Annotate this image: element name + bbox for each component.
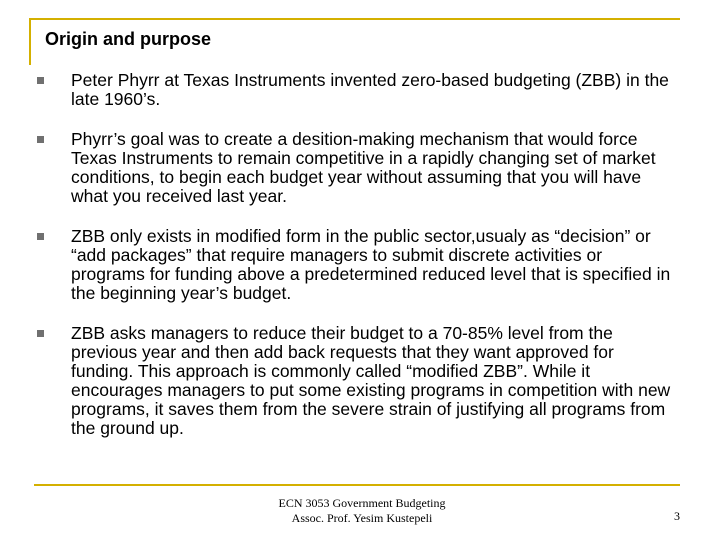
bullet-text: Peter Phyrr at Texas Instruments invented zero-based budgeting (ZBB) in the late 1960’s.: [71, 70, 669, 109]
square-bullet-icon: [37, 77, 44, 84]
bullet-item: [37, 227, 677, 303]
bullet-text: Phyrr’s goal was to create a desition-making mechanism that would force Texas Instruments to remain competitive in a rapidly changing set of market conditions, to begin each budget year without assuming that you will have what you received last year.: [71, 129, 656, 206]
top-rule: [29, 18, 680, 20]
footer: [262, 496, 462, 526]
square-bullet-icon: [37, 233, 44, 240]
bullet-item: [37, 71, 677, 109]
square-bullet-icon: [37, 136, 44, 143]
bottom-rule: [34, 484, 680, 486]
slide-title: Origin and purpose: [45, 29, 212, 49]
bullet-list: [37, 71, 677, 459]
bullet-item: [37, 130, 677, 206]
square-bullet-icon: [37, 330, 44, 337]
footer-author: Assoc. Prof. Yesim Kustepeli: [291, 511, 433, 525]
bullet-text: ZBB asks managers to reduce their budget to a 70-85% level from the previous year and then add back requests that they want approved for funding. This approach is commonly called “modified ZBB”. While it encourages managers to put some existing programs in competition with new programs, it saves them from the severe strain of justifying all programs from the ground up.: [71, 323, 671, 438]
bullet-text: ZBB only exists in modified form in the public sector,usualy as “decision” or “add packages” that require managers to submit discrete activities or programs for funding above a predetermined reduced level that is specified in the beginning year’s budget.: [71, 226, 671, 303]
left-rule: [29, 18, 31, 65]
footer-course: ECN 3053 Government Budgeting: [278, 496, 446, 510]
bullet-item: [37, 324, 677, 438]
page-number: 3: [674, 509, 680, 523]
